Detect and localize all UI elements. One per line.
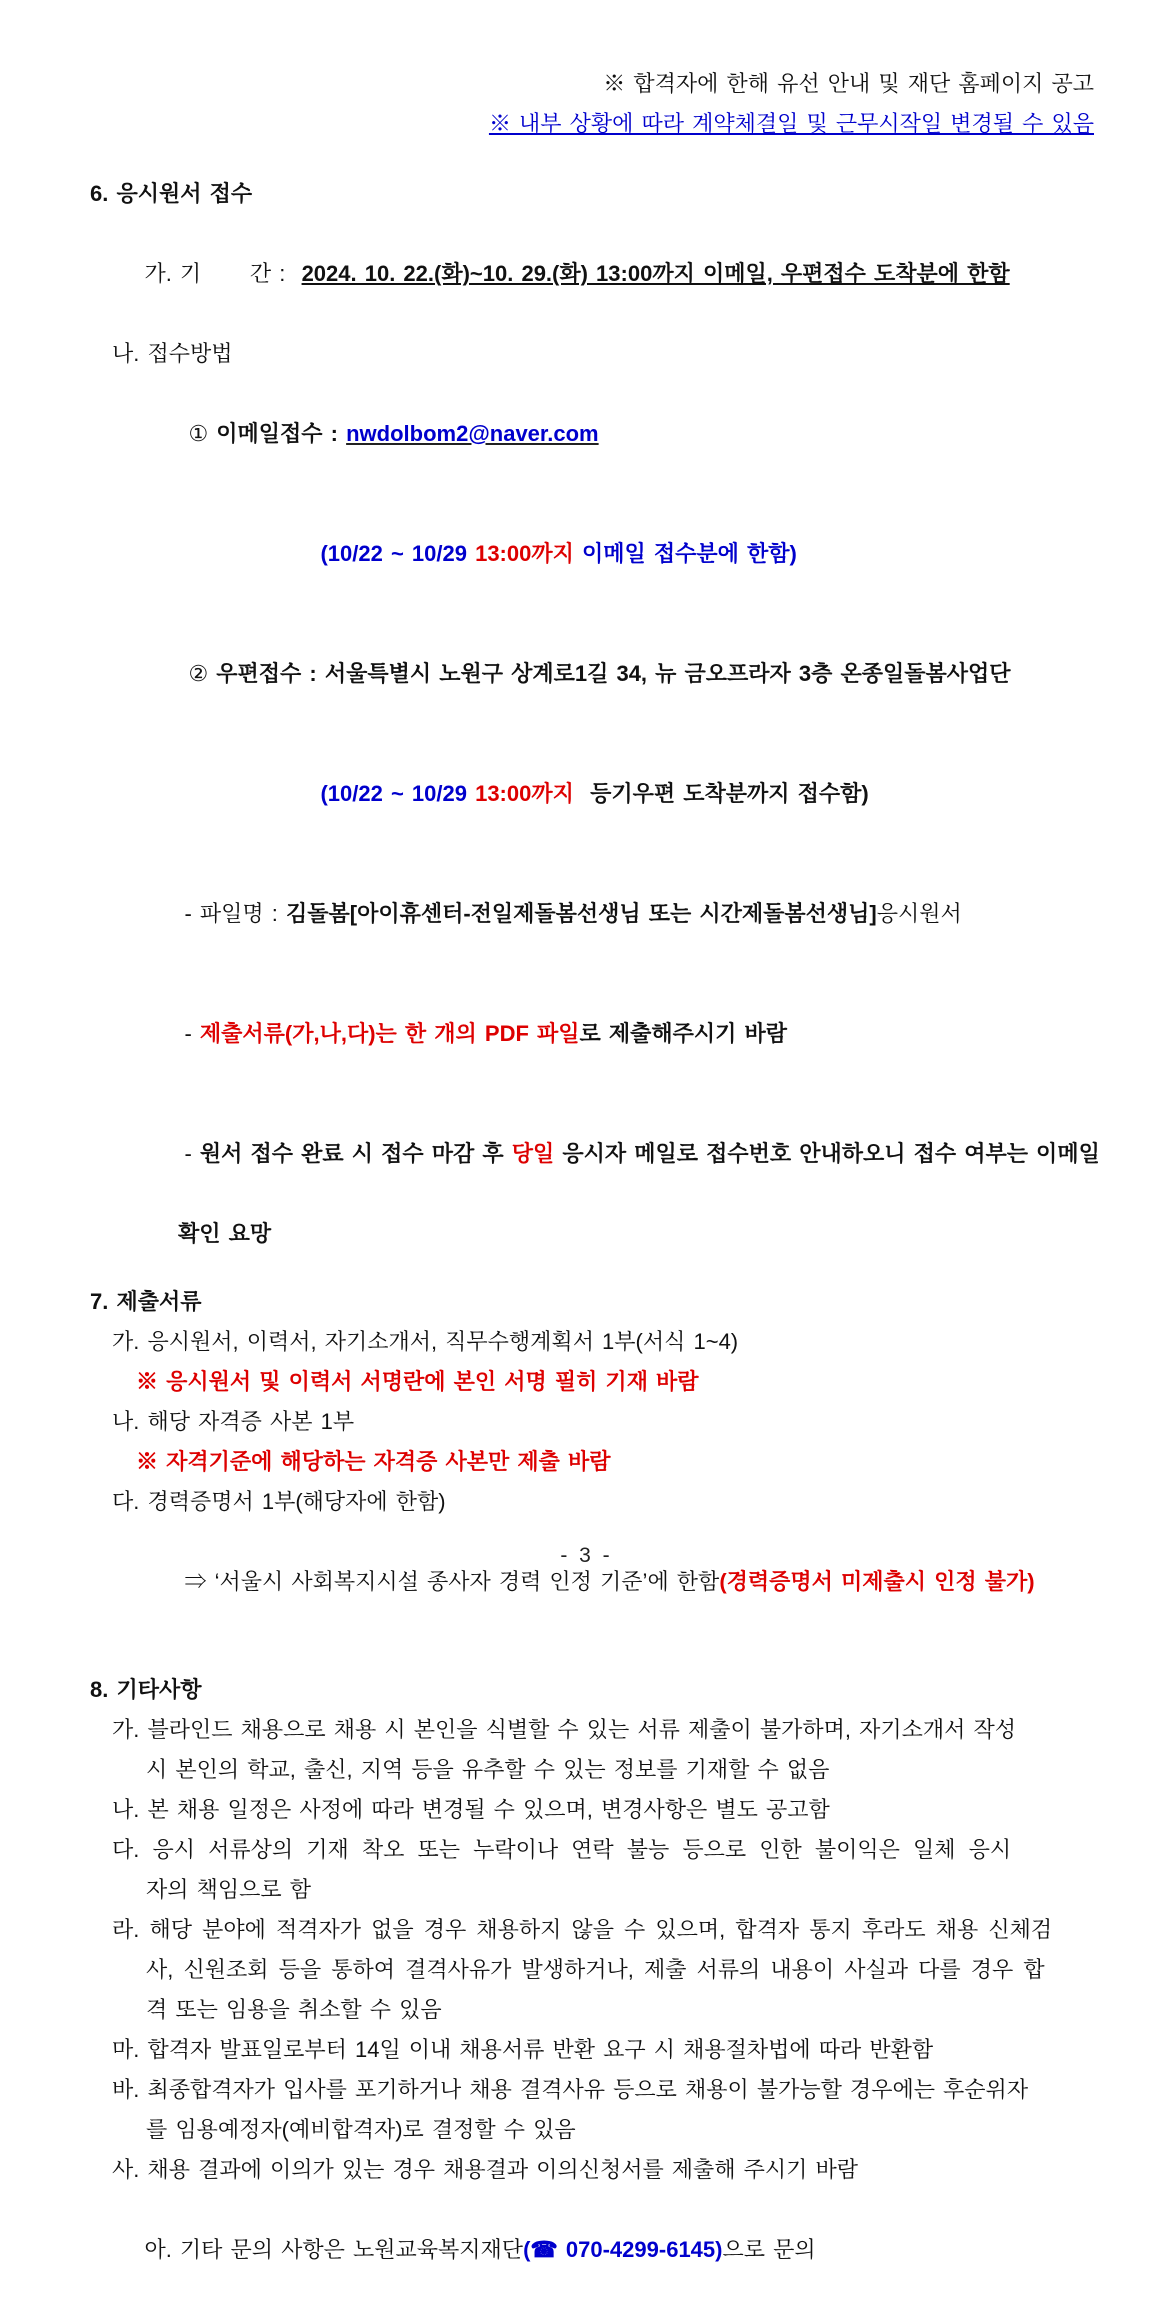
section8-title: 8. 기타사항	[90, 1677, 202, 1702]
postal-period-post: 등기우편 도착분까지 접수함)	[573, 781, 869, 806]
receipt-confirm-sameday: 당일	[511, 1141, 555, 1166]
circled-two-icon: ②	[188, 661, 217, 686]
dash-bullet: -	[184, 1021, 200, 1046]
section8-ra-line2: 사, 신원조회 등을 통하여 결격사유가 발생하거나, 제출 서류의 내용이 사실과 다를 경우 합	[146, 1957, 1045, 1982]
section7-item-da: 다. 경력증명서 1부(해당자에 한함)	[112, 1489, 446, 1514]
postal-receipt-period	[90, 734, 1170, 854]
section8-ga-line1: 가. 블라인드 채용으로 채용 시 본인을 식별할 수 있는 서류 제출이 불가하며, 자기소개서 작성	[112, 1717, 1017, 1742]
section7-note-ga: ※ 응시원서 및 이력서 서명란에 본인 서명 필히 기재 바람	[136, 1369, 699, 1394]
section7-item-na: 나. 해당 자격증 사본 1부	[112, 1409, 355, 1434]
header-note-schedule-change: ※ 내부 상황에 따라 계약체결일 및 근무시작일 변경될 수 있음	[488, 111, 1094, 136]
section6-period-line	[90, 214, 1170, 334]
postal-period-deadline: 13:00까지	[475, 781, 574, 806]
section8-ba-line2: 를 임용예정자(예비합격자)로 결정할 수 있음	[146, 2117, 576, 2142]
contact-post: 으로 문의	[722, 2237, 816, 2262]
postal-receipt-address: 우편접수 : 서울특별시 노원구 상계로1길 34, 뉴 금오프라자 3층 온종일돌봄사업단	[216, 661, 1011, 686]
receipt-confirm-cont: 확인 요망	[178, 1221, 272, 1246]
email-period-post: 이메일 접수분에 한함)	[573, 541, 797, 566]
section8-ga-line2: 시 본인의 학교, 출신, 지역 등을 유추할 수 있는 정보를 기재할 수 없음	[146, 1757, 830, 1782]
dash-bullet: -	[184, 1141, 200, 1166]
career-criteria-text: ⇒ ‘서울시 사회복지시설 종사자 경력 인정 기준’에 한함	[184, 1569, 720, 1594]
section8-ra-line3: 격 또는 임용을 취소할 수 있음	[146, 1997, 442, 2022]
section8-sa: 사. 채용 결과에 이의가 있는 경우 채용결과 이의신청서를 제출해 주시기 바람	[112, 2157, 859, 2182]
circled-one-icon: ①	[188, 421, 217, 446]
section6-method-label: 나. 접수방법	[112, 341, 233, 366]
period-value: 2024. 10. 22.(화)~10. 29.(화) 13:00까지 이메일, 우편접수 도착분에 한함	[301, 261, 1010, 286]
postal-receipt-line	[90, 614, 1170, 734]
section8-ra-line1: 라. 해당 분야에 적격자가 없을 경우 채용하지 않을 수 있으며, 합격자 통지 후라도 채용 신체검	[112, 1917, 1053, 1942]
email-link[interactable]: nwdolbom2@naver.com	[346, 421, 599, 446]
period-label: 가. 기 간 :	[144, 261, 302, 286]
receipt-confirm-post: 응시자 메일로 접수번호 안내하오니 접수 여부는 이메일	[554, 1141, 1100, 1166]
section7-note-na: ※ 자격기준에 해당하는 자격증 사본만 제출 바람	[136, 1449, 611, 1474]
section6-title: 6. 응시원서 접수	[90, 181, 253, 206]
section7-career-criteria	[90, 1522, 1170, 1642]
section7-item-ga: 가. 응시원서, 이력서, 자기소개서, 직무수행계획서 1부(서식 1~4)	[112, 1329, 739, 1354]
contact-pre: 아. 기타 문의 사항은 노원교육복지재단	[144, 2237, 524, 2262]
page-number: - 3 -	[560, 1544, 610, 1567]
pdf-requirement-emphasis: 제출서류(가,나,다)는 한 개의 PDF 파일	[199, 1021, 580, 1046]
file-name-suffix: 응시원서	[876, 901, 962, 926]
pdf-requirement-tail: 로 제출해주시기 바람	[579, 1021, 788, 1046]
email-period-pre: (10/22 ~ 10/29	[320, 541, 476, 566]
header-notes	[90, 64, 1170, 144]
postal-period-pre: (10/22 ~ 10/29	[320, 781, 476, 806]
section8-ma: 마. 합격자 발표일로부터 14일 이내 채용서류 반환 요구 시 채용절차법에 따라 반환함	[112, 2037, 934, 2062]
email-receipt-line	[90, 374, 1170, 494]
pdf-requirement-line	[90, 974, 1170, 1094]
email-receipt-period	[90, 494, 1170, 614]
email-period-deadline: 13:00까지	[475, 541, 574, 566]
section8-na: 나. 본 채용 일정은 사정에 따라 변경될 수 있으며, 변경사항은 별도 공고함	[112, 1797, 830, 1822]
file-name-value: 김돌봄[아이휴센터-전일제돌봄선생님 또는 시간제돌봄선생님]	[286, 901, 877, 926]
section8-ba-line1: 바. 최종합격자가 입사를 포기하거나 채용 결격사유 등으로 채용이 불가능할 경우에는 후순위자	[112, 2077, 1029, 2102]
file-name-line	[90, 854, 1170, 974]
section8-da-line1: 다. 응시 서류상의 기재 착오 또는 누락이나 연락 불능 등으로 인한 불이익은 일체 응시	[112, 1837, 1012, 1862]
file-name-label: - 파일명 :	[184, 901, 286, 926]
email-receipt-label: 이메일접수 :	[216, 421, 347, 446]
career-criteria-warning: (경력증명서 미제출시 인정 불가)	[719, 1569, 1035, 1594]
contact-phone: (☎ 070-4299-6145)	[523, 2237, 723, 2262]
section8-da-line2: 자의 책임으로 함	[146, 1877, 311, 1902]
header-note-pass-announce: ※ 합격자에 한해 유선 안내 및 재단 홈페이지 공고	[603, 71, 1094, 96]
section7-title: 7. 제출서류	[90, 1289, 202, 1314]
receipt-confirm-line	[90, 1094, 1170, 1214]
section8-a-contact	[90, 2190, 1170, 2310]
receipt-confirm-pre: 원서 접수 완료 시 접수 마감 후	[199, 1141, 512, 1166]
